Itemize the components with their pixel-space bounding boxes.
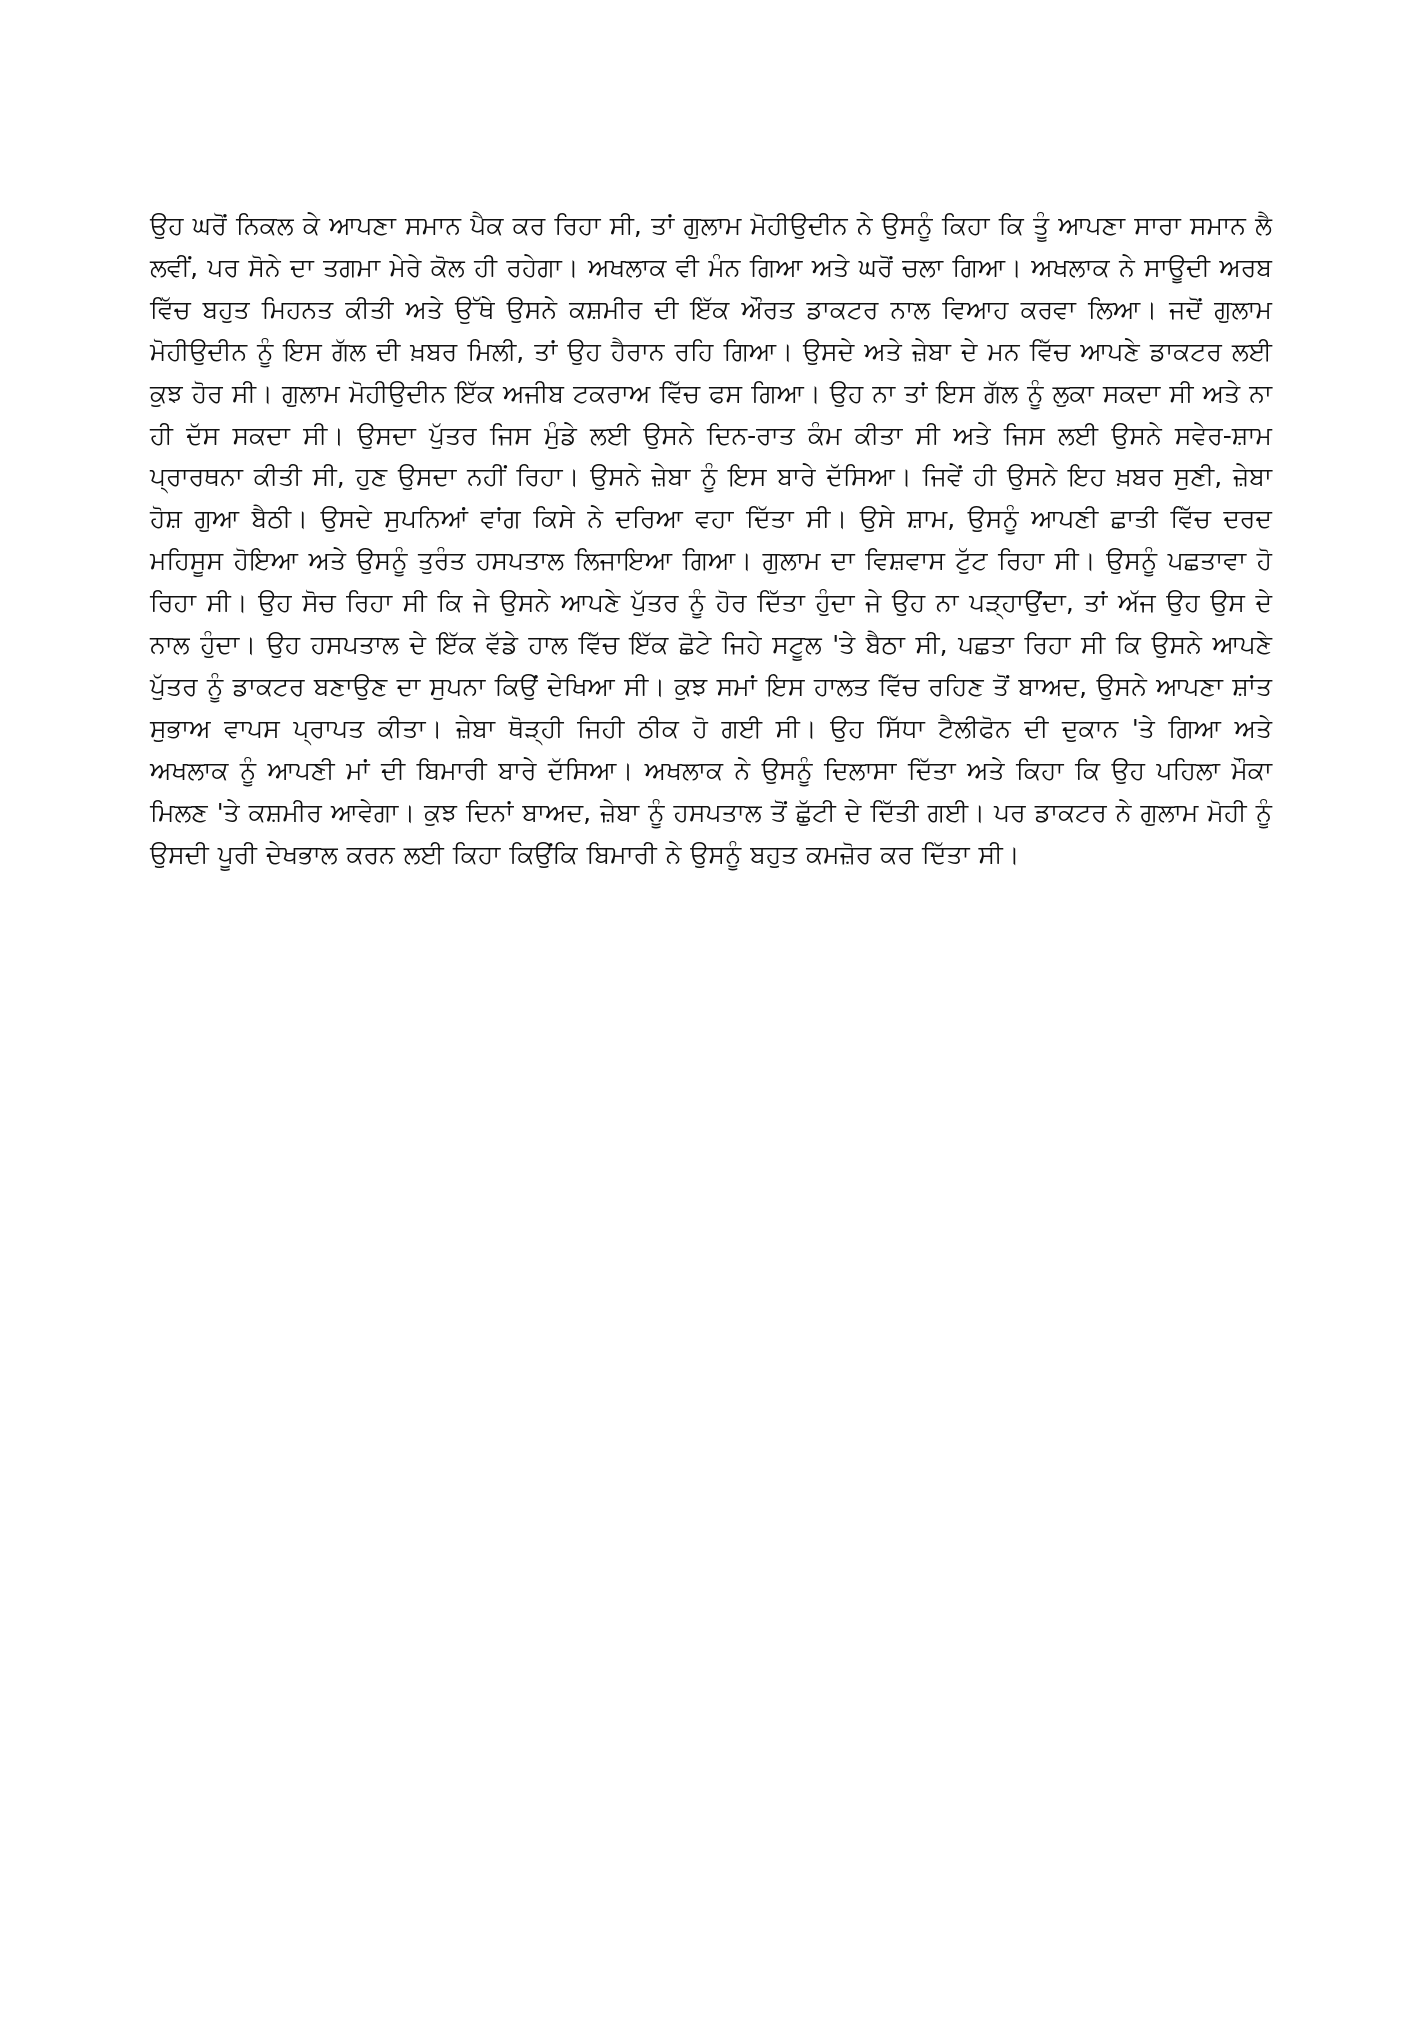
body-paragraph: ਉਹ ਘਰੋਂ ਨਿਕਲ ਕੇ ਆਪਣਾ ਸਮਾਨ ਪੈਕ ਕਰ ਰਿਹਾ ਸੀ, ਤਾਂ ਗੁਲਾਮ ਮੋਹੀਉਦੀਨ ਨੇ ਉਸਨੂੰ ਕਿਹਾ ਕਿ ਤੂੰ ਆਪਣਾ ਸਾਰਾ ਸਮਾਨ ਲੈ ਲਵੀਂ, ਪਰ ਸੋਨੇ ਦਾ ਤਗਮਾ ਮੇਰੇ ਕੋਲ ਹੀ ਰਹੇਗਾ। ਅਖਲਾਕ ਵੀ ਮੰਨ ਗਿਆ ਅਤੇ ਘਰੋਂ ਚਲਾ ਗਿਆ। ਅਖਲਾਕ ਨੇ ਸਾਊਦੀ ਅਰਬ ਵਿੱਚ ਬਹੁਤ ਮਿਹਨਤ ਕੀਤੀ ਅਤੇ ਉੱਥੇ ਉਸਨੇ ਕਸ਼ਮੀਰ ਦੀ ਇੱਕ ਔਰਤ ਡਾਕਟਰ ਨਾਲ ਵਿਆਹ ਕਰਵਾ ਲਿਆ। ਜਦੋਂ ਗੁਲਾਮ ਮੋਹੀਉਦੀਨ ਨੂੰ ਇਸ ਗੱਲ ਦੀ ਖ਼ਬਰ ਮਿਲੀ, ਤਾਂ ਉਹ ਹੈਰਾਨ ਰਹਿ ਗਿਆ। ਉਸਦੇ ਅਤੇ ਜ਼ੇਬਾ ਦੇ ਮਨ ਵਿੱਚ ਆਪਣੇ ਡਾਕਟਰ ਲਈ ਕੁਝ ਹੋਰ ਸੀ। ਗੁਲਾਮ ਮੋਹੀਉਦੀਨ ਇੱਕ ਅਜੀਬ ਟਕਰਾਅ ਵਿੱਚ ਫਸ ਗਿਆ। ਉਹ ਨਾ ਤਾਂ ਇਸ ਗੱਲ ਨੂੰ ਲੁਕਾ ਸਕਦਾ ਸੀ ਅਤੇ ਨਾ ਹੀ ਦੱਸ ਸਕਦਾ ਸੀ। ਉਸਦਾ ਪੁੱਤਰ ਜਿਸ ਮੁੰਡੇ ਲਈ ਉਸਨੇ ਦਿਨ-ਰਾਤ ਕੰਮ ਕੀਤਾ ਸੀ ਅਤੇ ਜਿਸ ਲਈ ਉਸਨੇ ਸਵੇਰ-ਸ਼ਾਮ ਪ੍ਰਾਰਥਨਾ ਕੀਤੀ ਸੀ, ਹੁਣ ਉਸਦਾ ਨਹੀਂ ਰਿਹਾ। ਉਸਨੇ ਜ਼ੇਬਾ ਨੂੰ ਇਸ ਬਾਰੇ ਦੱਸਿਆ। ਜਿਵੇਂ ਹੀ ਉਸਨੇ ਇਹ ਖ਼ਬਰ ਸੁਣੀ, ਜ਼ੇਬਾ ਹੋਸ਼ ਗੁਆ ਬੈਠੀ। ਉਸਦੇ ਸੁਪਨਿਆਂ ਵਾਂਗ ਕਿਸੇ ਨੇ ਦਰਿਆ ਵਹਾ ਦਿੱਤਾ ਸੀ। ਉਸੇ ਸ਼ਾਮ, ਉਸਨੂੰ ਆਪਣੀ ਛਾਤੀ ਵਿੱਚ ਦਰਦ ਮਹਿਸੂਸ ਹੋਇਆ ਅਤੇ ਉਸਨੂੰ ਤੁਰੰਤ ਹਸਪਤਾਲ ਲਿਜਾਇਆ ਗਿਆ। ਗੁਲਾਮ ਦਾ ਵਿਸ਼ਵਾਸ ਟੁੱਟ ਰਿਹਾ ਸੀ। ਉਸਨੂੰ ਪਛਤਾਵਾ ਹੋ ਰਿਹਾ ਸੀ। ਉਹ ਸੋਚ ਰਿਹਾ ਸੀ ਕਿ ਜੇ ਉਸਨੇ ਆਪਣੇ ਪੁੱਤਰ ਨੂੰ ਹੋਰ ਦਿੱਤਾ ਹੁੰਦਾ ਜੇ ਉਹ ਨਾ ਪੜ੍ਹਾਉਂਦਾ, ਤਾਂ ਅੱਜ ਉਹ ਉਸ ਦੇ ਨਾਲ ਹੁੰਦਾ। ਉਹ ਹਸਪਤਾਲ ਦੇ ਇੱਕ ਵੱਡੇ ਹਾਲ ਵਿੱਚ ਇੱਕ ਛੋਟੇ ਜਿਹੇ ਸਟੂਲ 'ਤੇ ਬੈਠਾ ਸੀ, ਪਛਤਾ ਰਿਹਾ ਸੀ ਕਿ ਉਸਨੇ ਆਪਣੇ ਪੁੱਤਰ ਨੂੰ ਡਾਕਟਰ ਬਣਾਉਣ ਦਾ ਸੁਪਨਾ ਕਿਉਂ ਦੇਖਿਆ ਸੀ। ਕੁਝ ਸਮਾਂ ਇਸ ਹਾਲਤ ਵਿੱਚ ਰਹਿਣ ਤੋਂ ਬਾਅਦ, ਉਸਨੇ ਆਪਣਾ ਸ਼ਾਂਤ ਸੁਭਾਅ ਵਾਪਸ ਪ੍ਰਾਪਤ ਕੀਤਾ। ਜ਼ੇਬਾ ਥੋੜ੍ਹੀ ਜਿਹੀ ਠੀਕ ਹੋ ਗਈ ਸੀ। ਉਹ ਸਿੱਧਾ ਟੈਲੀਫੋਨ ਦੀ ਦੁਕਾਨ 'ਤੇ ਗਿਆ ਅਤੇ ਅਖਲਾਕ ਨੂੰ ਆਪਣੀ ਮਾਂ ਦੀ ਬਿਮਾਰੀ ਬਾਰੇ ਦੱਸਿਆ। ਅਖਲਾਕ ਨੇ ਉਸਨੂੰ ਦਿਲਾਸਾ ਦਿੱਤਾ ਅਤੇ ਕਿਹਾ ਕਿ ਉਹ ਪਹਿਲਾ ਮੌਕਾ ਮਿਲਣ 'ਤੇ ਕਸ਼ਮੀਰ ਆਵੇਗਾ। ਕੁਝ ਦਿਨਾਂ ਬਾਅਦ, ਜ਼ੇਬਾ ਨੂੰ ਹਸਪਤਾਲ ਤੋਂ ਛੁੱਟੀ ਦੇ ਦਿੱਤੀ ਗਈ। ਪਰ ਡਾਕਟਰ ਨੇ ਗੁਲਾਮ ਮੋਹੀ ਨੂੰ ਉਸਦੀ ਪੂਰੀ ਦੇਖਭਾਲ ਕਰਨ ਲਈ ਕਿਹਾ ਕਿਉਂਕਿ ਬਿਮਾਰੀ ਨੇ ਉਸਨੂੰ ਬਹੁਤ ਕਮਜ਼ੋਰ ਕਰ ਦਿੱਤਾ ਸੀ। bbox=[150, 211, 1272, 869]
